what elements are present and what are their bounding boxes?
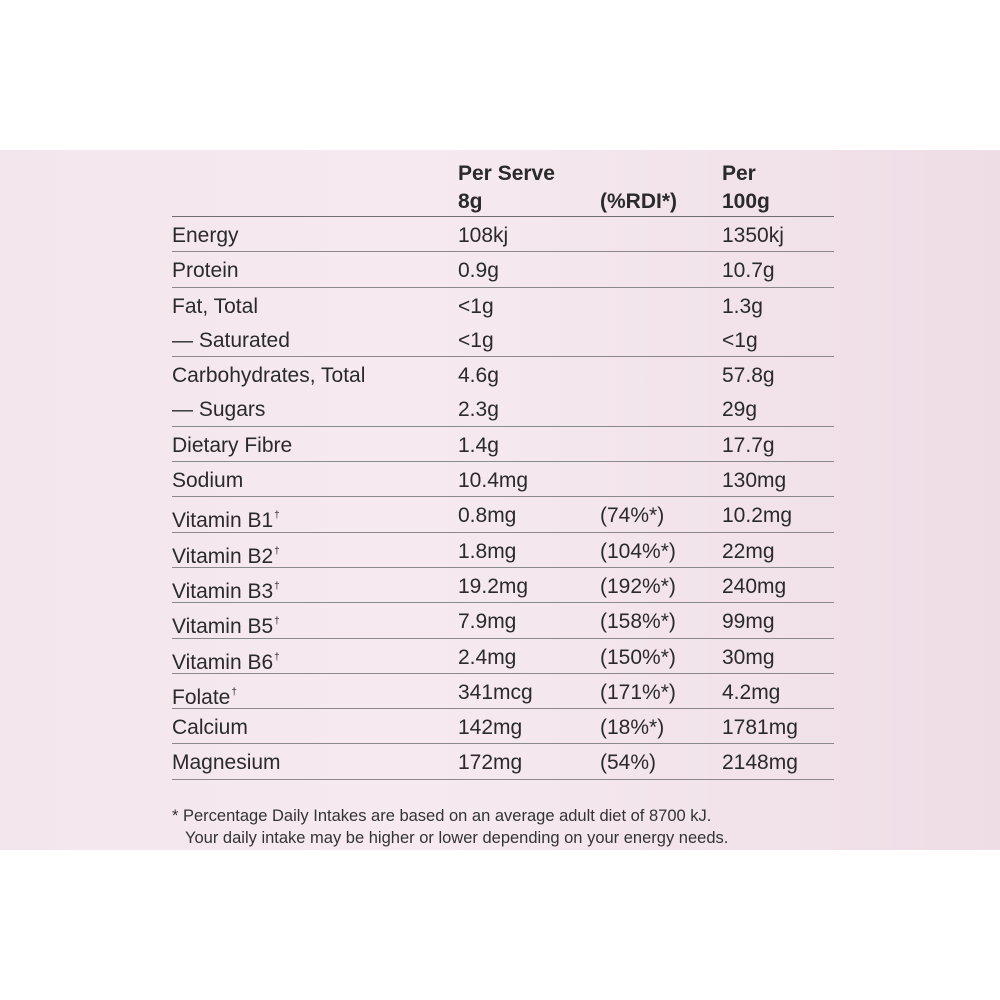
per-100g-value-text: 240mg xyxy=(722,574,787,598)
per-serve-value xyxy=(458,499,516,533)
per-100g-value xyxy=(722,499,792,533)
table-row xyxy=(172,568,834,603)
per-serve-value xyxy=(458,676,533,710)
per-100g-header xyxy=(722,160,770,216)
dagger-mark: † xyxy=(274,545,280,557)
per-serve-value xyxy=(458,254,499,288)
per-serve-value xyxy=(458,605,516,639)
table-row xyxy=(172,288,834,322)
table-row xyxy=(172,252,834,287)
per-serve-value xyxy=(458,324,494,358)
per-100g-value-text: 22mg xyxy=(722,539,775,563)
per-serve-value xyxy=(458,290,494,324)
rdi-value xyxy=(600,570,676,604)
per-100g-value xyxy=(722,254,775,288)
rdi-value xyxy=(600,676,676,710)
per-100g-value xyxy=(722,393,757,427)
per-100g-value xyxy=(722,535,775,569)
per-serve-value-text: 2.3g xyxy=(458,398,499,422)
dagger-mark: † xyxy=(274,616,280,628)
nutrient-name-text: Fat, Total xyxy=(172,294,258,318)
rdi-value xyxy=(600,535,676,569)
per-100g-value-text: 1781mg xyxy=(722,716,798,740)
per-serve-header-line2: 8g xyxy=(458,190,483,213)
table-row xyxy=(172,427,834,462)
per-100g-value-text: 4.2mg xyxy=(722,680,781,704)
per-serve-header-line1: Per Serve xyxy=(458,162,555,185)
per-serve-value xyxy=(458,393,499,427)
per-100g-value xyxy=(722,219,784,253)
per-serve-value xyxy=(458,429,499,463)
nutrient-name-text: Carbohydrates, Total xyxy=(172,364,366,388)
per-serve-value-text: 142mg xyxy=(458,716,523,740)
per-100g-value-text: 30mg xyxy=(722,645,775,669)
table-row xyxy=(172,674,834,709)
per-100g-value xyxy=(722,641,775,675)
table-header xyxy=(172,160,834,217)
per-serve-value-text: 19.2mg xyxy=(458,574,529,598)
nutrient-name xyxy=(172,429,292,463)
nutrient-name-text: Calcium xyxy=(172,716,248,740)
per-serve-value xyxy=(458,464,528,498)
per-serve-value-text: 0.9g xyxy=(458,259,499,283)
per-100g-value xyxy=(722,711,798,745)
per-100g-value xyxy=(722,746,798,780)
per-100g-value-text: 2148mg xyxy=(722,751,798,775)
per-100g-value-text: 99mg xyxy=(722,610,775,634)
per-serve-value xyxy=(458,711,522,745)
rdi-value-text: (18%*) xyxy=(600,716,665,740)
footnote-line1: * Percentage Daily Intakes are based on an average adult diet of 8700 kJ. xyxy=(172,807,712,825)
per-serve-value xyxy=(458,219,508,253)
nutrient-name-text: Sodium xyxy=(172,469,244,493)
table-row xyxy=(172,533,834,568)
rdi-value-text: (192%*) xyxy=(600,574,676,598)
rdi-value xyxy=(600,711,664,745)
table-row xyxy=(172,603,834,638)
nutrient-name-text: — Saturated xyxy=(172,328,290,352)
per-100g-value-text: 29g xyxy=(722,398,758,422)
per-100g-value xyxy=(722,676,780,710)
table-row xyxy=(172,709,834,744)
per-serve-value-text: 172mg xyxy=(458,751,523,775)
rdi-value xyxy=(600,641,676,675)
nutrient-name xyxy=(172,290,258,324)
nutrient-name-text: Magnesium xyxy=(172,751,281,775)
nutrient-name-text: Vitamin B1 xyxy=(172,509,274,533)
per-100g-value xyxy=(722,359,775,393)
rdi-value xyxy=(600,605,676,639)
per-100g-value-text: 1350kj xyxy=(722,224,784,247)
dagger-mark: † xyxy=(274,510,280,522)
rdi-value-text: (158%*) xyxy=(600,610,676,634)
per-100g-value-text: 17.7g xyxy=(722,433,775,457)
per-100g-value xyxy=(722,464,786,498)
per-serve-value-text: 341mcg xyxy=(458,680,533,704)
per-serve-value-text: <1g xyxy=(458,328,494,352)
nutrient-name xyxy=(172,393,265,427)
per-serve-value-text: 1.4g xyxy=(458,433,499,457)
per-100g-value xyxy=(722,605,775,639)
rdi-value-text: (171%*) xyxy=(600,680,676,704)
per-serve-value-text: 2.4mg xyxy=(458,645,517,669)
per-100g-value-text: 10.7g xyxy=(722,259,775,283)
table-row xyxy=(172,497,834,532)
table-row xyxy=(172,217,834,252)
dagger-mark: † xyxy=(274,651,280,663)
rdi-header: (%RDI*) xyxy=(600,190,677,213)
dagger-mark: † xyxy=(274,580,280,592)
rdi-value xyxy=(600,746,656,780)
per-100g-value-text: 130mg xyxy=(722,469,787,493)
per-100g-value xyxy=(722,324,758,358)
per-serve-value-text: 0.8mg xyxy=(458,504,517,528)
nutrient-name xyxy=(172,746,281,780)
per-100g-value xyxy=(722,429,775,463)
per-serve-value-text: 108kj xyxy=(458,224,509,247)
per-serve-value-text: 1.8mg xyxy=(458,539,517,563)
table-row xyxy=(172,744,834,779)
per-100g-value-text: <1g xyxy=(722,328,758,352)
per-serve-value-text: 10.4mg xyxy=(458,469,529,493)
rdi-value xyxy=(600,499,664,533)
nutrient-name xyxy=(172,711,248,745)
nutrient-name-text: Vitamin B6 xyxy=(172,650,274,674)
nutrient-name-text: Vitamin B5 xyxy=(172,615,274,639)
table-row xyxy=(172,462,834,497)
per-serve-value xyxy=(458,570,528,604)
rdi-value-text: (104%*) xyxy=(600,539,676,563)
nutrient-name xyxy=(172,324,290,358)
nutrient-name-text: Folate xyxy=(172,685,231,709)
per-serve-value xyxy=(458,641,516,675)
per-100g-value-text: 1.3g xyxy=(722,294,763,318)
nutrient-name xyxy=(172,359,365,393)
per-100g-header-line1: Per xyxy=(722,162,756,185)
per-serve-header xyxy=(458,160,555,216)
nutrient-name-text: Dietary Fibre xyxy=(172,433,293,457)
per-100g-header-line2: 100g xyxy=(722,190,770,213)
nutrient-name xyxy=(172,464,243,498)
per-100g-value-text: 10.2mg xyxy=(722,504,793,528)
per-100g-value xyxy=(722,570,786,604)
per-100g-value-text: 57.8g xyxy=(722,364,775,388)
table-row xyxy=(172,322,834,357)
table-row xyxy=(172,639,834,674)
rdi-value-text: (54%) xyxy=(600,751,657,775)
table-row xyxy=(172,357,834,391)
table-row xyxy=(172,391,834,426)
table-body xyxy=(172,217,834,780)
footnote-line2: Your daily intake may be higher or lower depending on your energy needs. xyxy=(185,829,729,847)
nutrient-name-text: Energy xyxy=(172,224,239,247)
nutrient-name xyxy=(172,254,239,288)
nutrient-name-text: Vitamin B3 xyxy=(172,579,274,603)
per-100g-value xyxy=(722,290,763,324)
footnote xyxy=(172,805,852,849)
nutrient-name-text: Protein xyxy=(172,259,239,283)
rdi-value-text: (150%*) xyxy=(600,645,676,669)
nutrient-name-text: Vitamin B2 xyxy=(172,544,274,568)
per-serve-value-text: <1g xyxy=(458,294,494,318)
per-serve-value-text: 7.9mg xyxy=(458,610,517,634)
nutrition-table xyxy=(172,160,834,780)
per-serve-value xyxy=(458,359,499,393)
per-serve-value xyxy=(458,746,522,780)
per-serve-value xyxy=(458,535,516,569)
dagger-mark: † xyxy=(231,686,237,698)
rdi-value-text: (74%*) xyxy=(600,504,665,528)
per-serve-value-text: 4.6g xyxy=(458,364,499,388)
nutrient-name xyxy=(172,219,239,253)
nutrient-name-text: — Sugars xyxy=(172,398,266,422)
